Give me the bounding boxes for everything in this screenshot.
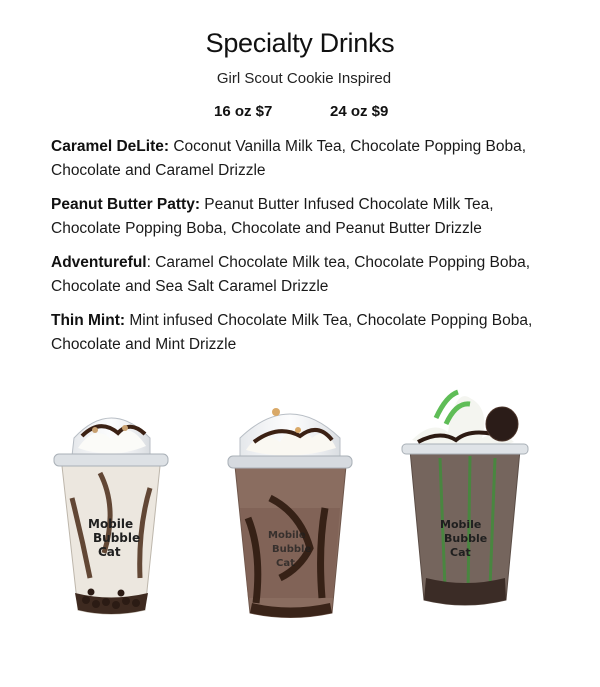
price-16oz: 16 oz $7 [214,103,273,120]
drink-thin-mint [51,309,551,357]
drink-description: Mint infused Chocolate Milk Tea, Chocolate Popping Boba, Chocolate and Mint Drizzle [51,312,533,353]
drink-photos [0,378,600,638]
drink-description: : Caramel Chocolate Milk tea, Chocolate Popping Boba, Chocolate and Sea Salt Caramel Drizzle [51,254,530,295]
svg-text:Mobile: Mobile [268,530,306,541]
drink-peanut-butter-patty [51,193,551,241]
peanut-butter-patty-cup-image [228,408,352,618]
drink-name: Thin Mint: [51,312,126,329]
thin-mint-cup-image [402,392,528,605]
drink-adventureful [51,251,551,299]
drink-name: Adventureful [51,254,147,271]
drink-list [51,135,551,367]
svg-text:Mobile: Mobile [440,518,482,531]
svg-text:Cat: Cat [450,546,471,559]
svg-text:Bubble: Bubble [93,531,141,545]
drink-caramel-delite [51,135,551,183]
page-subtitle: Girl Scout Cookie Inspired [216,70,392,87]
drink-name: Peanut Butter Patty: [51,196,200,213]
svg-text:Mobile: Mobile [88,517,134,531]
drink-description: Peanut Butter Infused Chocolate Milk Tea, Chocolate Popping Boba, Chocolate and Peanut Butter Drizzle [51,196,494,237]
svg-text:Cat: Cat [98,545,121,559]
page-title: Specialty Drinks [205,28,395,58]
drink-description: Coconut Vanilla Milk Tea, Chocolate Popping Boba, Chocolate and Caramel Drizzle [51,138,527,179]
svg-text:Cat: Cat [276,558,295,569]
caramel-delite-cup-image [54,418,168,614]
drink-name: Caramel DeLite: [51,138,170,155]
svg-text:Bubble: Bubble [444,532,488,545]
price-24oz: 24 oz $9 [330,103,389,120]
svg-text:Bubble: Bubble [272,544,312,555]
